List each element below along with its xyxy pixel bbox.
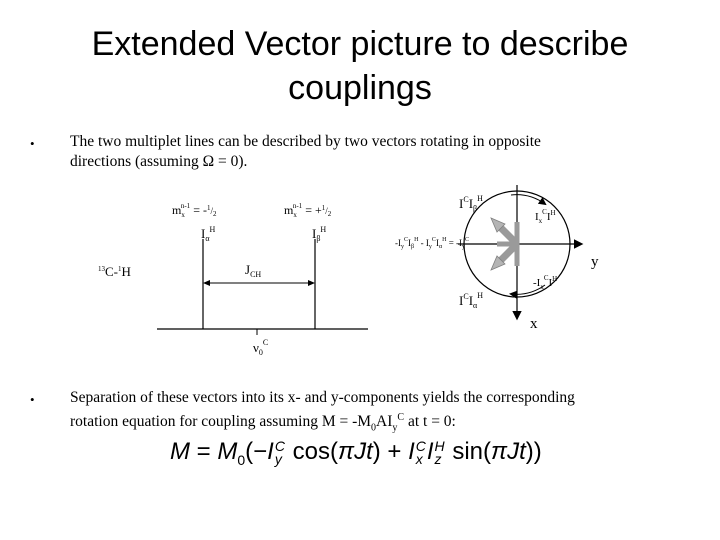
spin-pair-label: $^{13}$C-$^1$H <box>98 264 131 279</box>
bullet-marker-1: • <box>30 136 35 151</box>
bullet-2-line-1: Separation of these vectors into its x- and y-components yields the corresponding <box>70 389 575 406</box>
label-ic-ialpha: $I^CI_\alpha^H$ <box>459 291 484 310</box>
multiplet-spectrum-figure <box>90 190 390 360</box>
coupling-arrow-right-head <box>308 280 315 286</box>
x-axis-label: x <box>530 316 538 332</box>
label-ix-c-i-h: $I_x^CI^H$ <box>535 208 556 225</box>
bullet-1-line-2: directions (assuming Ω = 0). <box>70 153 248 170</box>
slide-title-line-1: Extended Vector picture to describe <box>91 25 629 63</box>
m-right-label: $m_xn-1 = +^1_/2$ <box>284 202 332 219</box>
bullet-2-text <box>70 388 690 438</box>
bullet-1-text <box>70 132 690 172</box>
bullet-1-line-1: The two multiplet lines can be described by two vectors rotating in opposite <box>70 133 541 150</box>
label-neg-ix-c-i-h: $-I_x^CI^H$ <box>533 274 558 291</box>
y-axis-label: y <box>591 254 599 270</box>
bullet-marker-2: • <box>30 392 35 407</box>
nu-zero-label: $\nu_0^C$ <box>253 338 269 357</box>
rotating-vector-figure <box>395 178 610 336</box>
label-ic-ibeta: $I^CI_\beta^H$ <box>459 194 483 213</box>
label-left-expression: $-I_y^CI_\beta^H - I_y^CI_\alpha^H = -I_y^C$ <box>395 237 470 250</box>
bullet-2-line-2: rotation equation for coupling assuming $M = -M_0AI_y^C$ at t = 0: <box>70 412 456 434</box>
coupling-arrow-left-head <box>203 280 210 286</box>
i-alpha-label: $I_\alpha^H$ <box>201 225 216 243</box>
m-left-label: $m_xn-1 = -^1_/2$ <box>172 202 217 219</box>
coupling-j-label: $J_{CH}$ <box>245 262 262 279</box>
coupling-rotation-equation: $M = M_0(-I$ C y cos(πJt) + I C x I H z sin(πJt)) <box>170 437 542 468</box>
slide-title-line-2: couplings <box>288 69 432 107</box>
i-beta-label: $I_\beta^H$ <box>312 225 327 243</box>
